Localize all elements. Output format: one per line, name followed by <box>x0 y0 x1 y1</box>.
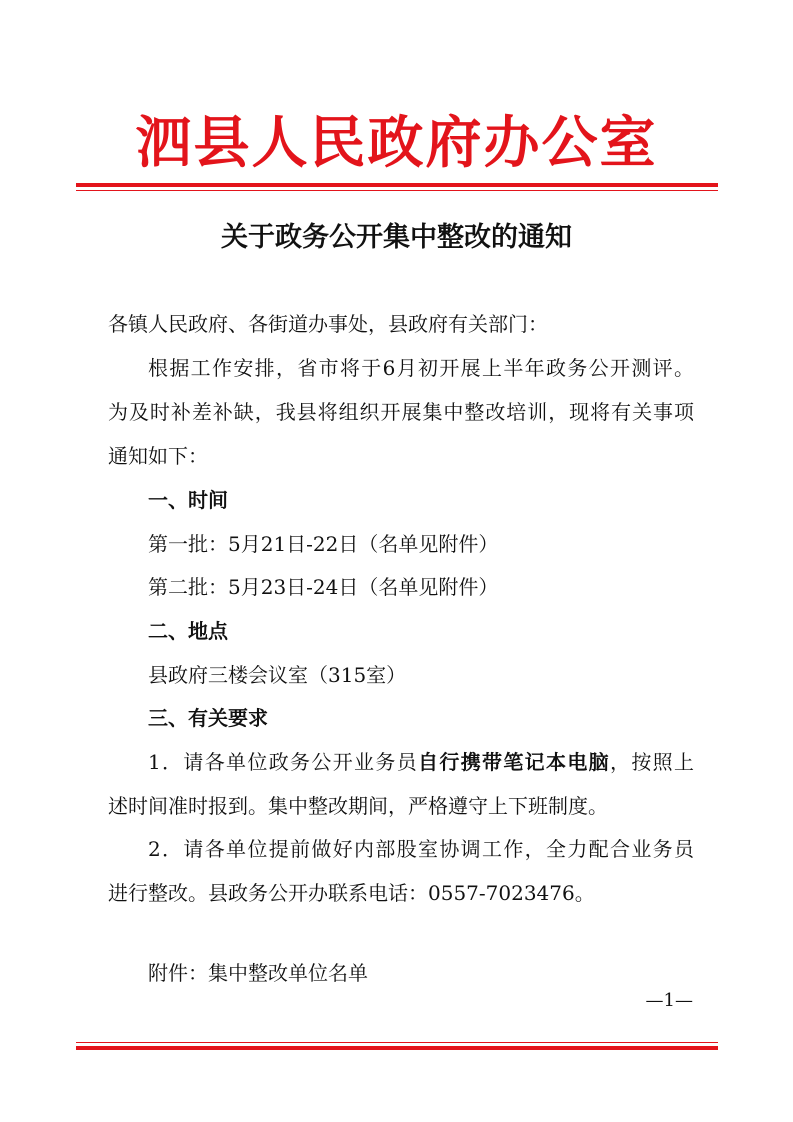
requirement-1-emphasis: 自行携带笔记本电脑 <box>418 750 611 774</box>
requirement-2-line-2: 进行整改。县政务公开办联系电话：0557-7023476。 <box>108 881 595 905</box>
requirement-2-line-1: 2．请各单位提前做好内部股室协调工作，全力配合业务员 <box>148 837 694 861</box>
location-text: 县政府三楼会议室（315室） <box>148 663 407 687</box>
batch-2: 第二批：5月23日-24日（名单见附件） <box>148 575 499 599</box>
page-number: —1— <box>645 990 693 1011</box>
requirement-1-line-1 <box>148 747 694 777</box>
section-heading-time: 一、时间 <box>148 488 228 512</box>
requirement-1-line-2: 述时间准时报到。集中整改期间，严格遵守上下班制度。 <box>108 794 608 818</box>
document-title: 关于政务公开集中整改的通知 <box>221 222 572 253</box>
intro-line-1: 根据工作安排，省市将于6月初开展上半年政务公开测评。 <box>148 356 694 380</box>
attachment-note: 附件：集中整改单位名单 <box>148 961 368 985</box>
section-heading-requirements: 三、有关要求 <box>148 706 268 730</box>
intro-line-3: 通知如下： <box>108 444 208 468</box>
batch-1: 第一批：5月21日-22日（名单见附件） <box>148 532 499 556</box>
footer-rule-thin <box>76 1042 718 1043</box>
header-rule-thin <box>76 190 718 191</box>
footer-rule-thick <box>76 1046 718 1050</box>
intro-line-2: 为及时补差补缺，我县将组织开展集中整改培训，现将有关事项 <box>108 400 694 424</box>
section-heading-location: 二、地点 <box>148 619 228 643</box>
header-rule-thick <box>76 183 718 187</box>
requirement-1-suffix: ，按照上 <box>610 750 695 774</box>
requirement-1-prefix: 1．请各单位政务公开业务员 <box>148 750 419 774</box>
org-header-title: 泗县人民政府办公室 <box>135 110 658 176</box>
salutation: 各镇人民政府、各街道办事处，县政府有关部门： <box>108 312 548 336</box>
